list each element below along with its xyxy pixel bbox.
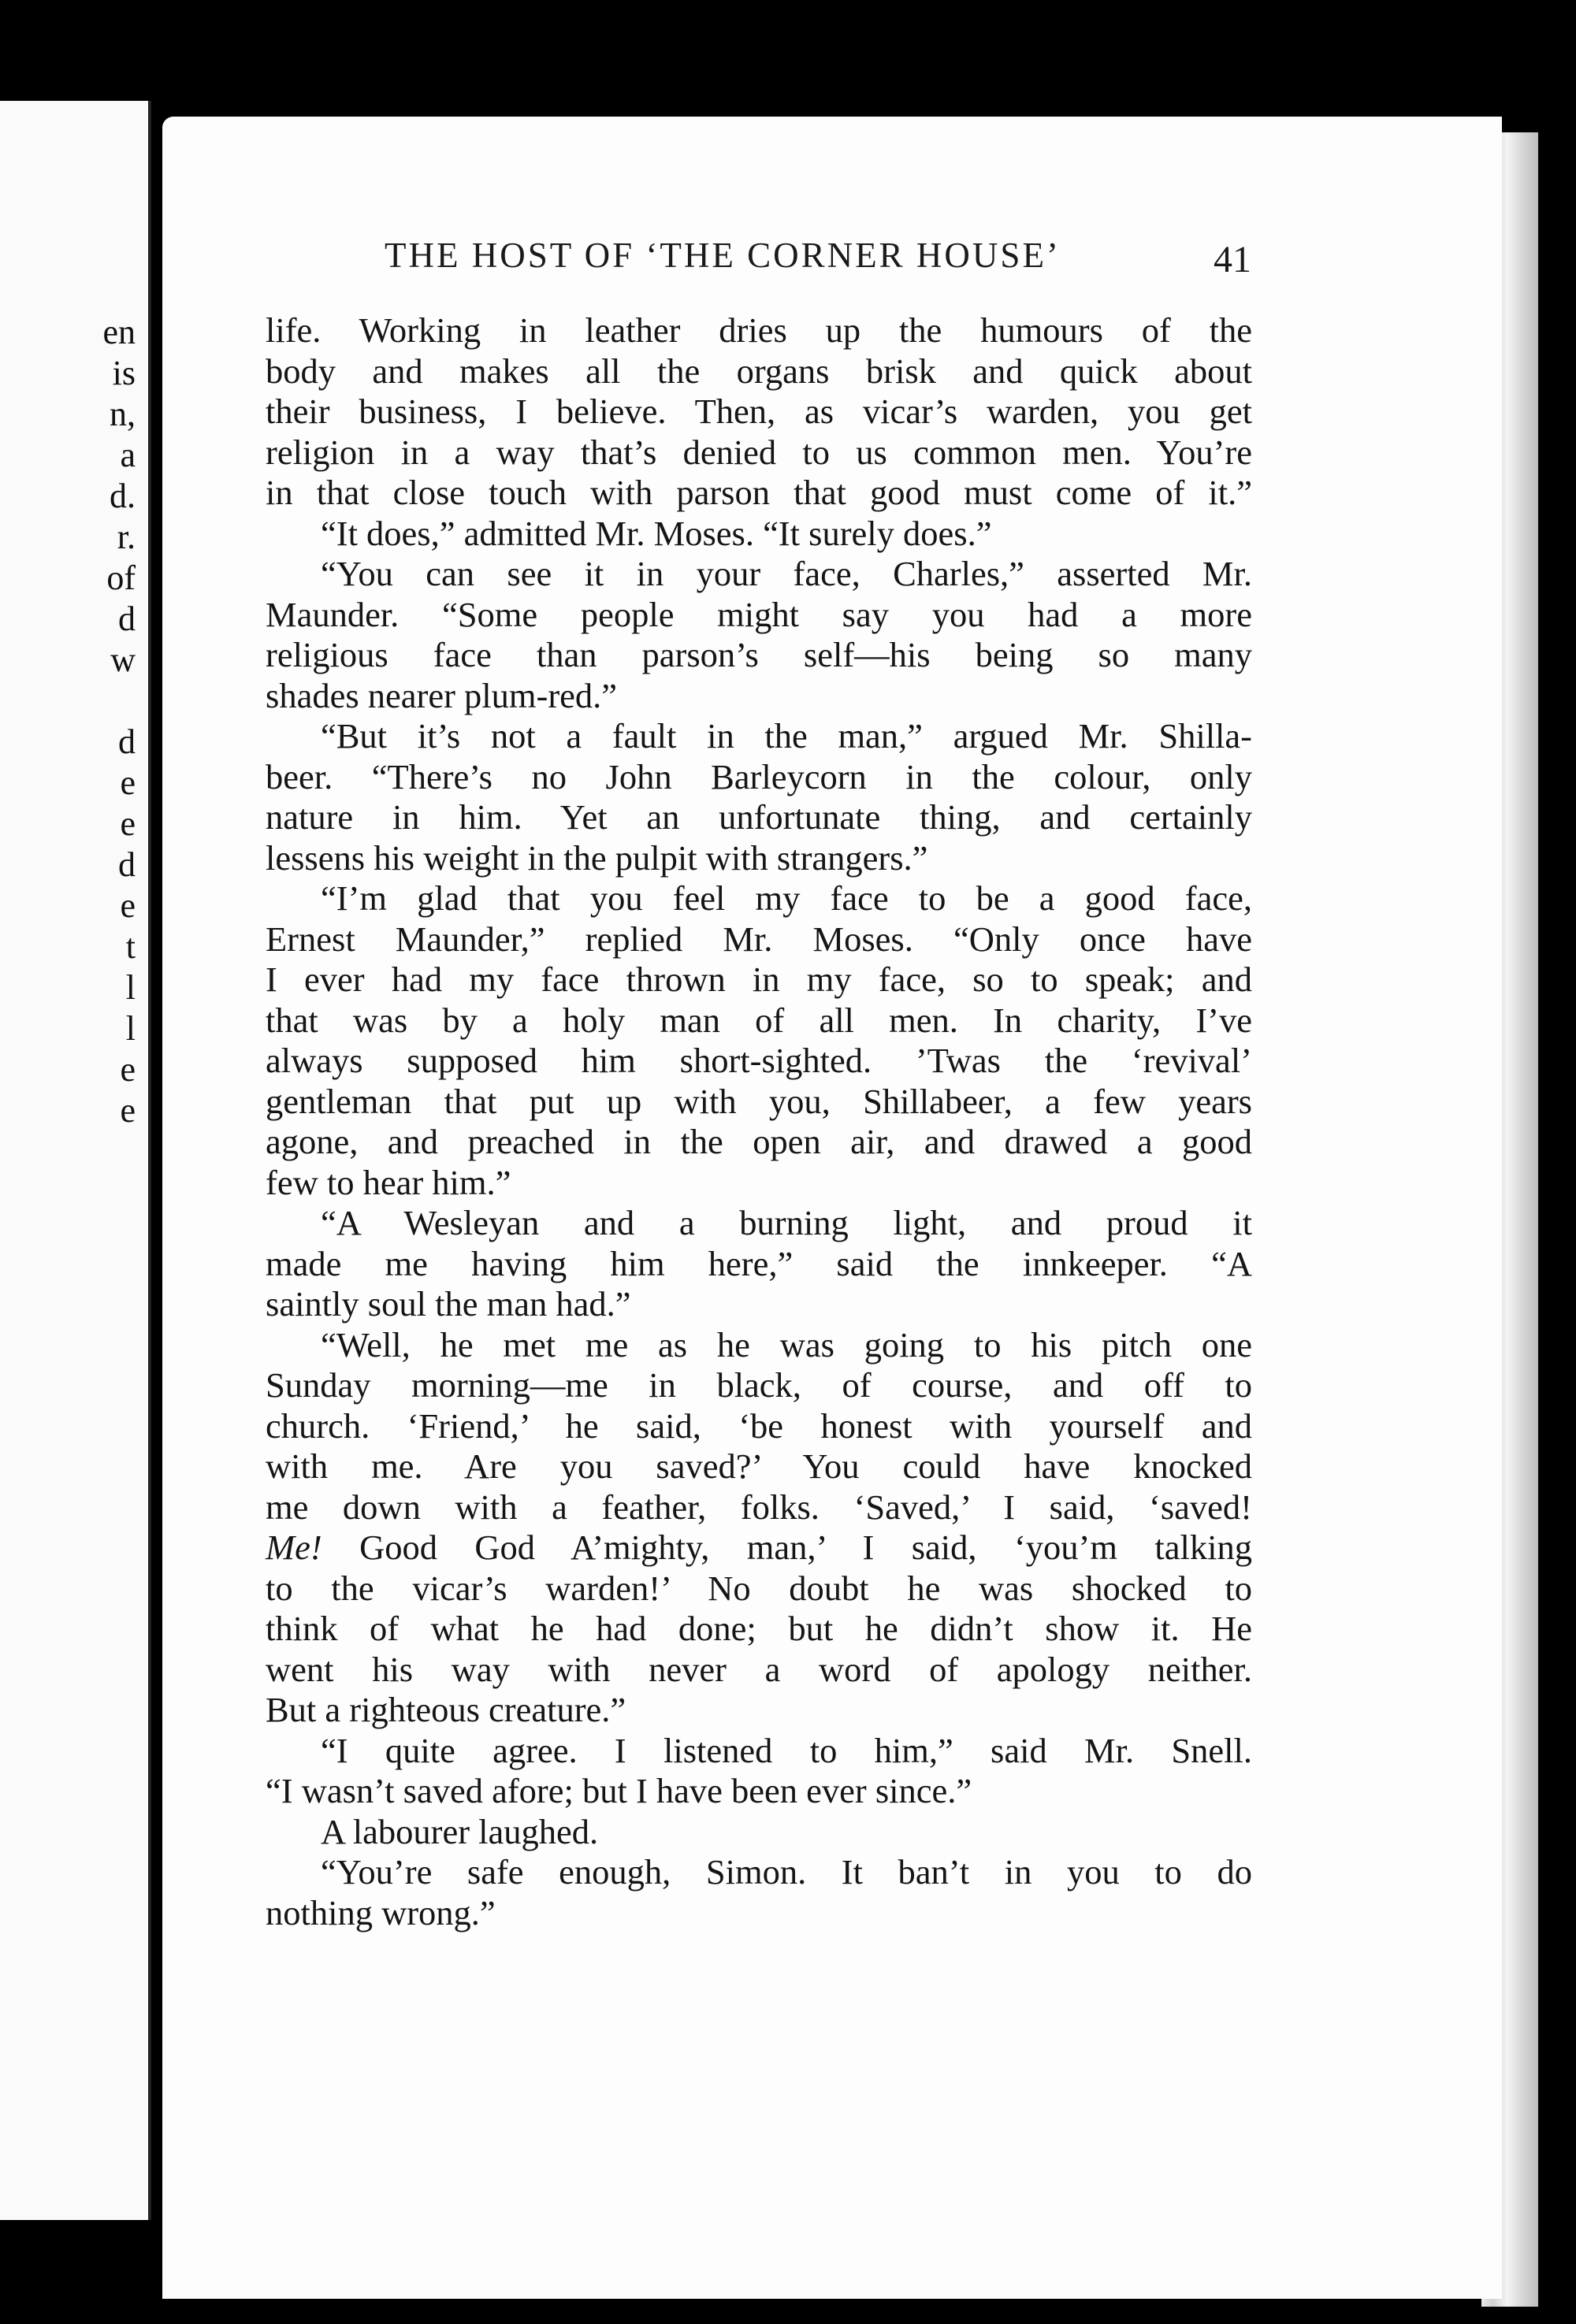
left-page-text: e: [120, 763, 136, 802]
text-line: “I’m glad that you feel my face to be a good face,: [321, 878, 1252, 918]
text-line: body and makes all the organs brisk and quick about: [266, 351, 1252, 391]
text-line: religion in a way that’s denied to us common men. You’re: [266, 432, 1252, 472]
text-line: church. ‘Friend,’ he said, ‘be honest with yourself and: [266, 1405, 1252, 1446]
left-page-text: is: [112, 354, 136, 392]
text-line: beer. “There’s no John Barleycorn in the colour, only: [266, 756, 1252, 796]
italic-word: Me!: [266, 1528, 322, 1567]
left-page-text: en: [102, 313, 136, 351]
text-line: “You’re safe enough, Simon. It ban’t in you to do: [321, 1852, 1252, 1891]
text-line: lessens his weight in the pulpit with strangers.”: [266, 837, 928, 878]
text-line: “I wasn’t saved afore; but I have been ever since.”: [266, 1771, 972, 1810]
running-title: THE HOST OF ‘THE CORNER HOUSE’: [385, 236, 1061, 275]
text-line: life. Working in leather dries up the humours of the: [266, 310, 1252, 350]
text-line: went his way with never a word of apology neither.: [266, 1649, 1252, 1689]
left-page-text: e: [120, 1091, 136, 1130]
text-line: Ernest Maunder,” replied Mr. Moses. “Only once have: [266, 919, 1252, 959]
text-line: “But it’s not a fault in the man,” argued Mr. Shilla-: [321, 716, 1252, 755]
text-line: to the vicar’s warden!’ No doubt he was shocked to: [266, 1568, 1252, 1608]
text-line: nature in him. Yet an unfortunate thing, and certainly: [266, 797, 1252, 837]
text-line: gentleman that put up with you, Shillabeer, a few years: [266, 1081, 1252, 1121]
left-page-text: e: [120, 804, 136, 843]
left-page-text: of: [106, 559, 136, 597]
left-page-text: l: [125, 1009, 136, 1048]
text-line: “I quite agree. I listened to him,” said Mr. Snell.: [321, 1730, 1252, 1770]
text-line: nothing wrong.”: [266, 1892, 496, 1932]
text-line: with me. Are you saved?’ You could have knocked: [266, 1446, 1252, 1486]
left-page-text: e: [120, 1050, 136, 1089]
text-line: Maunder. “Some people might say you had a more: [266, 594, 1252, 634]
text-line: “A Wesleyan and a burning light, and proud it: [321, 1203, 1252, 1242]
text-line: me down with a feather, folks. ‘Saved,’ I said, ‘saved!: [266, 1487, 1252, 1527]
text-line: saintly soul the man had.”: [266, 1284, 631, 1323]
text-line: “Well, he met me as he was going to his pitch one: [321, 1324, 1252, 1364]
left-page-text: d: [118, 600, 136, 638]
text-line: A labourer laughed.: [321, 1811, 599, 1851]
text-line: I ever had my face thrown in my face, so to speak; and: [266, 960, 1252, 999]
text-line: their business, I believe. Then, as vicar’s warden, you get: [266, 392, 1252, 431]
left-page-text: t: [125, 927, 136, 966]
left-page-text: d.: [110, 477, 136, 515]
text-line: in that close touch with parson that good must come of it.”: [266, 473, 1252, 512]
left-page-text: l: [125, 968, 136, 1007]
text-line-with-italic: [266, 1528, 1252, 1569]
left-page-text: e: [120, 886, 136, 925]
left-page-text: d: [118, 722, 136, 761]
previous-page-fragment: [0, 101, 151, 2220]
text-line: few to hear him.”: [266, 1162, 511, 1202]
left-page-text: d: [118, 845, 136, 884]
left-page-text: r.: [117, 518, 136, 556]
text-line: that was by a holy man of all men. In charity, I’ve: [266, 1000, 1252, 1040]
left-page-text: a: [120, 436, 136, 474]
text-line: always supposed him short-sighted. ’Twas the ‘revival’: [266, 1041, 1252, 1080]
text-line: “You can see it in your face, Charles,” asserted Mr.: [321, 554, 1252, 593]
text-line: shades nearer plum-red.”: [266, 675, 618, 715]
text-line: religious face than parson’s self—his being so many: [266, 635, 1252, 674]
page-body-text: [266, 310, 1252, 1933]
text-line-rest: Good God A’mighty, man,’ I said, ‘you’m talking: [322, 1528, 1252, 1567]
left-page-text: n,: [110, 395, 136, 433]
page-number: 41: [1214, 239, 1251, 280]
text-line: But a righteous creature.”: [266, 1690, 626, 1729]
text-line: think of what he had done; but he didn’t show it. He: [266, 1609, 1252, 1648]
left-page-text: w: [110, 640, 136, 679]
text-line: made me having him here,” said the innkeeper. “A: [266, 1243, 1252, 1283]
text-line: “It does,” admitted Mr. Moses. “It surely does.”: [321, 513, 992, 553]
text-line: Sunday morning—me in black, of course, and off to: [266, 1365, 1252, 1405]
text-line: agone, and preached in the open air, and drawed a good: [266, 1122, 1252, 1161]
